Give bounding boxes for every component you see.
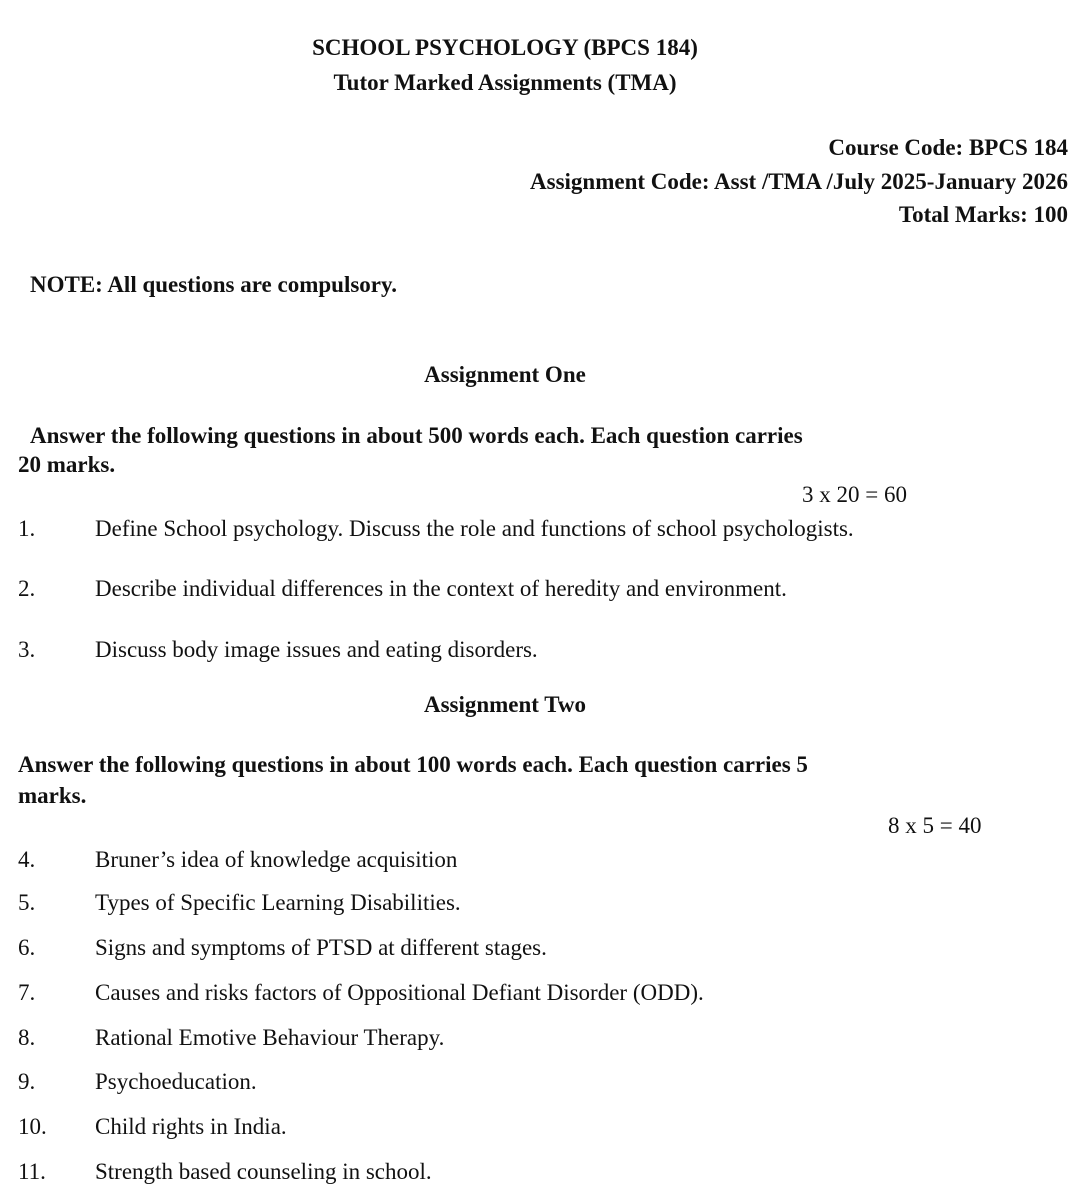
assignment-one-marks: 3 x 20 = 60 xyxy=(802,482,907,507)
question-number: 2. xyxy=(18,576,36,601)
question-text: Describe individual differences in the context of heredity and environment. xyxy=(95,576,787,601)
question-number: 1. xyxy=(18,516,36,541)
question-number: 8. xyxy=(18,1025,36,1050)
question-text: Causes and risks factors of Oppositional Defiant Disorder (ODD). xyxy=(95,980,704,1005)
question-text: Child rights in India. xyxy=(95,1114,287,1139)
question-number: 6. xyxy=(18,935,36,960)
assignment-two-instruction: Answer the following questions in about 100 words each. Each question carries 5 xyxy=(18,752,808,777)
question-text: Define School psychology. Discuss the role and functions of school psychologists. xyxy=(95,516,854,541)
question-number: 5. xyxy=(18,890,36,915)
question-number: 3. xyxy=(18,637,36,662)
document-subtitle: Tutor Marked Assignments (TMA) xyxy=(333,70,677,95)
question-number: 7. xyxy=(18,980,36,1005)
question-text: Signs and symptoms of PTSD at different stages. xyxy=(95,935,547,960)
course-code: Course Code: BPCS 184 xyxy=(828,135,1068,160)
assignment-one-instruction: Answer the following questions in about 500 words each. Each question carries xyxy=(30,423,803,448)
question-text: Rational Emotive Behaviour Therapy. xyxy=(95,1025,445,1050)
question-text: Types of Specific Learning Disabilities. xyxy=(95,890,461,915)
total-marks: Total Marks: 100 xyxy=(898,202,1068,227)
assignment-one-heading: Assignment One xyxy=(424,362,586,387)
question-number: 11. xyxy=(18,1159,46,1184)
assignment-two-heading: Assignment Two xyxy=(423,692,587,717)
document-title: SCHOOL PSYCHOLOGY (BPCS 184) xyxy=(312,35,698,60)
question-text: Psychoeducation. xyxy=(95,1069,257,1094)
assignment-code: Assignment Code: Asst /TMA /July 2025-January 2026 xyxy=(530,169,1068,194)
question-text: Discuss body image issues and eating disorders. xyxy=(95,637,538,662)
question-number: 4. xyxy=(18,847,36,872)
assignment-two-instruction-cont: marks. xyxy=(18,783,87,808)
note: NOTE: All questions are compulsory. xyxy=(30,272,397,297)
question-number: 10. xyxy=(18,1114,47,1139)
question-text: Strength based counseling in school. xyxy=(95,1159,432,1184)
assignment-one-instruction-cont: 20 marks. xyxy=(18,452,116,477)
question-number: 9. xyxy=(18,1069,36,1094)
question-text: Bruner’s idea of knowledge acquisition xyxy=(95,847,458,872)
assignment-two-marks: 8 x 5 = 40 xyxy=(888,813,982,838)
